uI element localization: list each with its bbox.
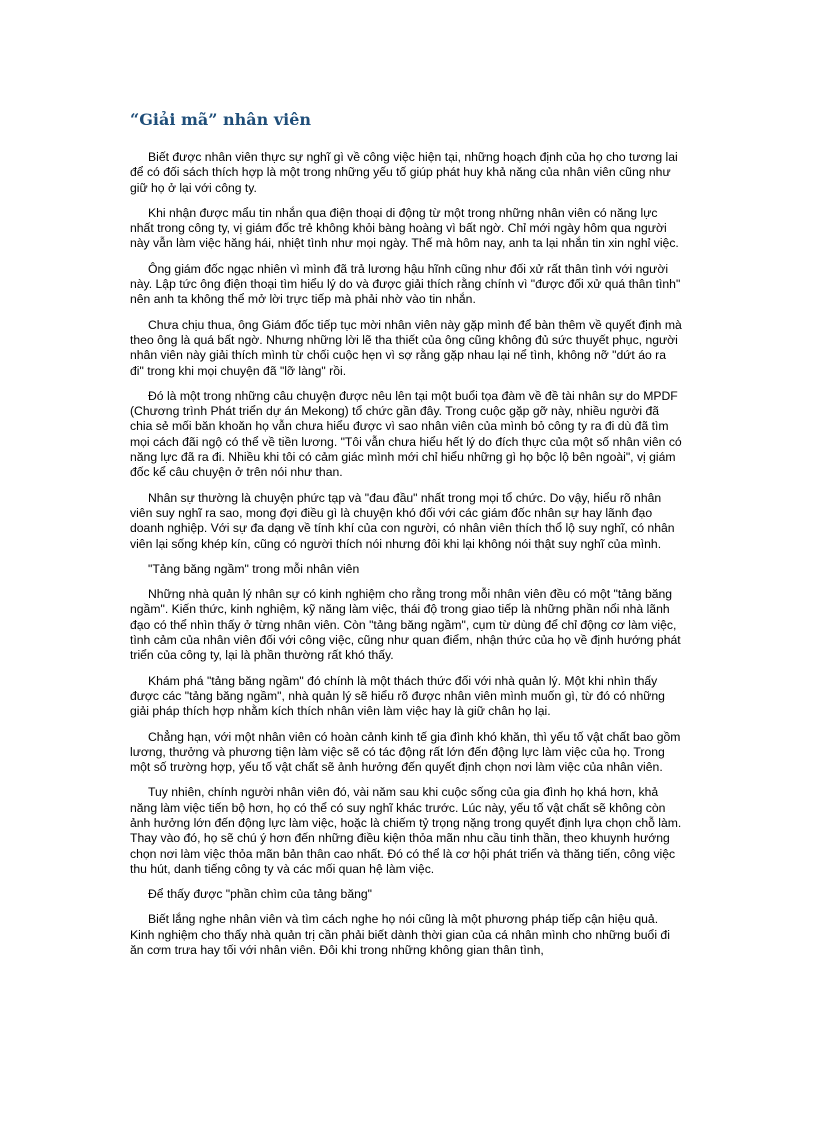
paragraph: Biết lắng nghe nhân viên và tìm cách nghe họ nói cũng là một phương pháp tiếp cận hiệu quả. Kinh nghiệm cho thấy nhà quản trị cần phải biết dành thời gian của cá nhân mình cho những buổi đi ăn cơm trưa hay tối với nhân viên. Đôi khi trong những không gian thân tình, [130, 912, 670, 958]
paragraph: Đó là một trong những câu chuyện được nêu lên tại một buổi tọa đàm về đề tài nhân sự do MPDF (Chương trình Phát triển dự án Mekong) tổ chức gần đây. Trong cuộc gặp gỡ này, nhiều người đã chia sẻ mối băn khoăn họ vẫn chưa hiểu được vì sao nhân viên của mình bỏ công ty ra đi dù đã tìm mọi cách đãi ngộ có thể về tiền lương. "Tôi vẫn chưa hiểu hết lý do đích thực của một số nhân viên có năng lực đã ra đi. Nhiều khi tôi có cảm giác mình mới chỉ hiểu những gì họ bộc lộ bên ngoài", vị giám đốc kể câu chuyện ở trên nói như than. [130, 388, 682, 480]
paragraph: Ông giám đốc ngạc nhiên vì mình đã trả lương hậu hĩnh cũng như đối xử rất thân tình với người này. Lập tức ông điện thoại tìm hiểu lý do và được giải thích rằng chính vì "được đối xử quá thân tình" nên anh ta không thể mở lời trực tiếp mà phải nhờ vào tin nhắn. [130, 261, 681, 307]
section-heading: Để thấy được "phần chìm của tảng băng" [148, 887, 372, 902]
paragraph: Chưa chịu thua, ông Giám đốc tiếp tục mời nhân viên này gặp mình để bàn thêm về quyết định mà theo ông là quá bất ngờ. Nhưng những lời lẽ tha thiết của ông cũng không đủ sức thuyết phục, người nhân viên này giải thích mình từ chối cuộc hẹn vì sợ rằng gặp nhau lại nể tình, không nỡ "dứt áo ra đi" trong khi mọi chuyện đã "lỡ làng" rồi. [130, 317, 682, 378]
paragraph: Chẳng hạn, với một nhân viên có hoàn cảnh kinh tế gia đình khó khăn, thì yếu tố vật chất bao gồm lương, thưởng và phương tiện làm việc sẽ có tác động rất lớn đến động lực làm việc của họ. Trong một số trường hợp, yếu tố vật chất sẽ ảnh hưởng đến quyết định chọn nơi làm việc của nhân viên. [130, 729, 681, 775]
paragraph: Tuy nhiên, chính người nhân viên đó, vài năm sau khi cuộc sống của gia đình họ khá hơn, khả năng làm việc tiến bộ hơn, họ có thể có suy nghĩ khác trước. Lúc này, yếu tố vật chất sẽ không còn ảnh hưởng lớn đến động lực làm việc, hoặc là chiếm tỷ trọng nặng trong quyết định lựa chọn chỗ làm. Thay vào đó, họ sẽ chú ý hơn đến những điều kiện thỏa mãn nhu cầu tinh thần, theo khuynh hướng chọn nơi làm việc thỏa mãn bản thân cao nhất. Đó có thể là cơ hội phát triển và thăng tiến, công việc thu hút, danh tiếng công ty và các mối quan hệ làm việc. [130, 785, 682, 876]
paragraph: Biết được nhân viên thực sự nghĩ gì về công việc hiện tại, những hoạch định của họ cho tương lai để có đối sách thích hợp là một trong những yếu tố giúp phát huy khả năng của nhân viên cũng như giữ họ ở lại với công ty. [130, 150, 678, 195]
paragraph: Khám phá "tảng băng ngầm" đó chính là một thách thức đối với nhà quản lý. Một khi nhìn thấy được các "tảng băng ngầm", nhà quản lý sẽ hiểu rõ được nhân viên mình muốn gì, từ đó có những giải pháp thích hợp nhằm kích thích nhân viên làm việc hay là giữ chân họ lại. [130, 673, 665, 719]
paragraph: Khi nhận được mẩu tin nhắn qua điện thoại di động từ một trong những nhân viên có năng lực nhất trong công ty, vị giám đốc trẻ không khỏi bàng hoàng vì bất ngờ. Chỉ mới ngày hôm qua người này vẫn làm việc hăng hái, nhiệt tình như mọi ngày. Thế mà hôm nay, anh ta lại nhắn tin xin nghỉ việc. [130, 205, 679, 251]
article-title: “Giải mã” nhân viên [130, 110, 312, 129]
document-page [130, 110, 682, 968]
paragraph: Những nhà quản lý nhân sự có kinh nghiệm cho rằng trong mỗi nhân viên đều có một "tảng băng ngầm". Kiến thức, kinh nghiệm, kỹ năng làm việc, thái độ trong giao tiếp là những phần nổi nhà lãnh đạo có thể nhìn thấy ở từng nhân viên. Còn "tảng băng ngầm", cụm từ dùng để chỉ động cơ làm việc, tình cảm của nhân viên đối với công việc, cũng như quan điểm, nhận thức của họ về định hướng phát triển của công ty, lại là phần thường rất khó thấy. [130, 587, 681, 663]
paragraph: Nhân sự thường là chuyện phức tạp và "đau đầu" nhất trong mọi tổ chức. Do vậy, hiểu rõ nhân viên suy nghĩ ra sao, mong đợi điều gì là chuyện khó đối với các giám đốc nhân sự hay lãnh đạo doanh nghiệp. Với sự đa dạng về tính khí của con người, có nhân viên thích thổ lộ suy nghĩ, có nhân viên lại sống khép kín, cũng có người thích nói nhưng đôi khi lại không nói thật suy nghĩ của mình. [130, 490, 675, 551]
section-heading: "Tảng băng ngầm" trong mỗi nhân viên [148, 561, 360, 576]
